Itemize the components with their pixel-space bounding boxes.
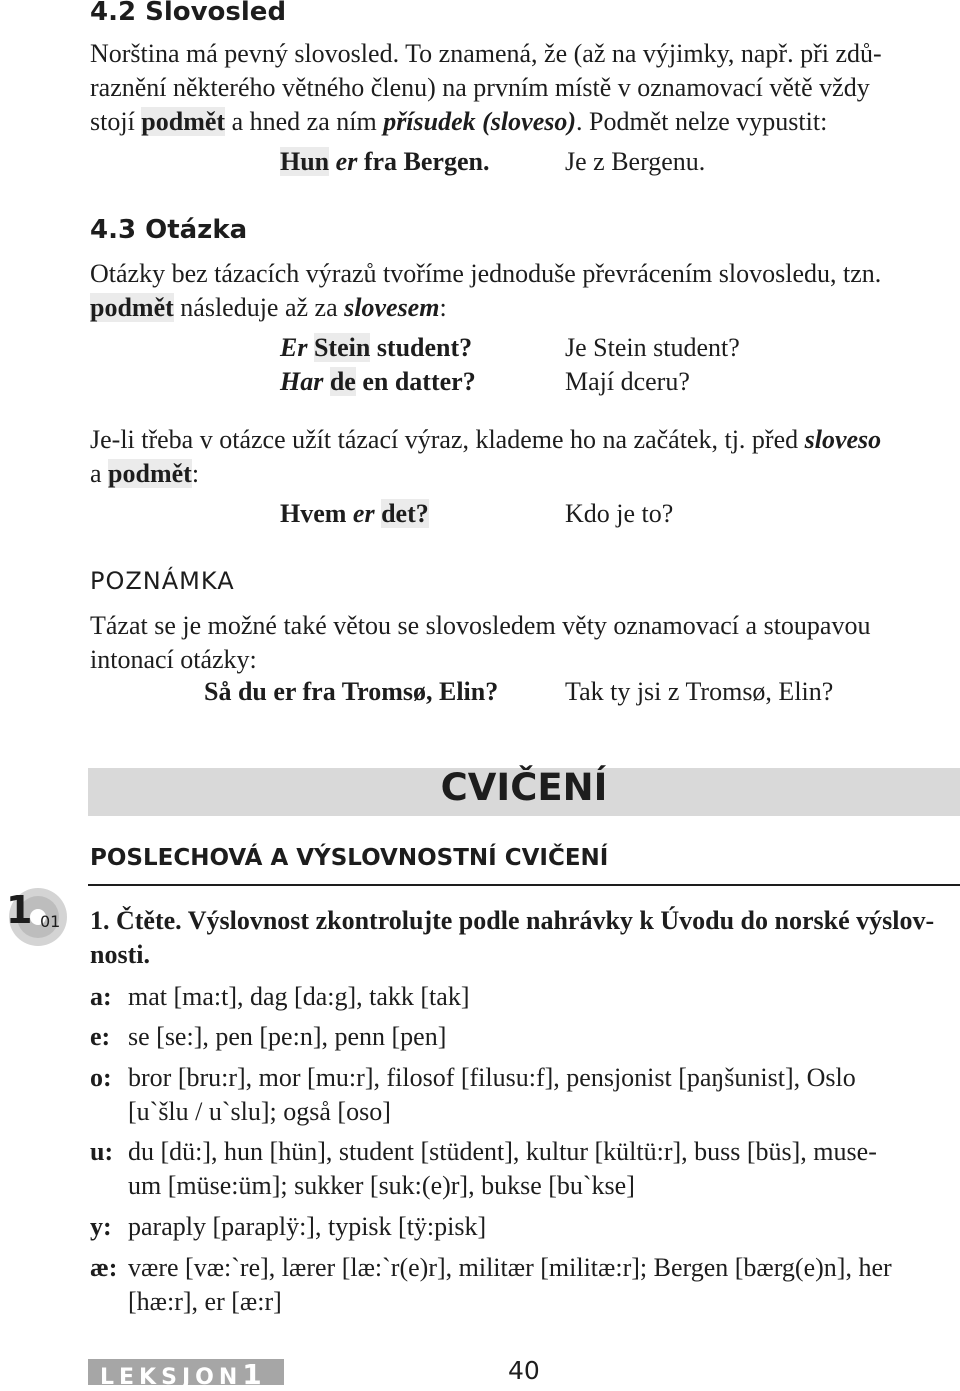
row-line: være [væ:`re], lærer [læ:`r(e)r], militær [militæ:r]; Bergen [bærg(e)n], her <box>128 1253 892 1282</box>
example-question <box>280 367 476 397</box>
row-line: paraply [paraplÿ:], typisk [tÿ:pisk] <box>128 1212 487 1241</box>
ex-question-word: Hvem <box>280 499 347 528</box>
paragraph-line: Tázat se je možné také větou se slovosledem věty oznamovací a stoupavou <box>90 611 871 640</box>
example-translation: Je Stein student? <box>565 333 740 362</box>
row-line: du [dü:], hun [hün], student [stüdent], kultur [kültü:r], buss [büs], muse- <box>128 1137 877 1166</box>
term-podmet: podmět <box>141 107 226 136</box>
row-line: bror [bru:r], mor [mu:r], filosof [filusu:f], pensjonist [paŋšunist], Oslo <box>128 1063 856 1092</box>
paragraph-line: raznění některého větného členu) na prvním místě v oznamovací větě vždy <box>90 73 870 102</box>
row-label: æ: <box>90 1253 118 1282</box>
example-question <box>280 499 429 529</box>
row-line: mat [ma:t], dag [da:g], takk [tak] <box>128 982 470 1011</box>
lesson-label: LEKSJON <box>100 1365 243 1390</box>
text: : <box>191 459 200 488</box>
row-text <box>128 1210 960 1244</box>
term-podmet: podmět <box>90 293 174 322</box>
row-line: [hæ:r], er [æ:r] <box>128 1287 282 1316</box>
row-label: e: <box>90 1022 111 1051</box>
example-sentence: Så du er fra Tromsø, Elin? <box>204 677 499 706</box>
divider <box>88 884 960 886</box>
text: : <box>439 293 447 322</box>
ex-rest: student? <box>376 333 473 362</box>
audio-track-number: 01 <box>40 912 61 931</box>
paragraph-line <box>90 457 960 491</box>
paragraph-line: Norština má pevný slovosled. To znamená, že (až na výjimky, např. při zdů- <box>90 39 882 68</box>
ex-subject: det? <box>381 499 429 528</box>
paragraph-line <box>90 291 960 325</box>
text: Je-li třeba v otázce užít tázací výraz, klademe ho na začátek, tj. před <box>90 425 805 454</box>
row-text <box>128 1061 960 1129</box>
text: . Podmět nelze vypustit: <box>576 107 828 136</box>
ex-verb: Har <box>280 367 324 396</box>
exercise-subheading: POSLECHOVÁ A VÝSLOVNOSTNÍ CVIČENÍ <box>90 845 609 871</box>
page-number: 40 <box>508 1356 540 1385</box>
section-heading-4-3: 4.3 Otázka <box>90 215 248 245</box>
row-text <box>128 1020 960 1054</box>
example-sentence <box>280 147 489 177</box>
audio-cd-number: 1 <box>6 888 33 932</box>
ex-subject: Stein <box>313 333 371 362</box>
row-text <box>128 1251 960 1319</box>
row-line: [u`šlu / u`slu]; også [oso] <box>128 1097 391 1126</box>
task-text: Výslovnost zkontrolujte podle nahrávky k Úvodu do norské výslov- <box>181 906 935 935</box>
task-line: nosti. <box>90 940 150 969</box>
ex-rest: en datter? <box>362 367 476 396</box>
section-heading-4-2: 4.2 Slovosled <box>90 0 287 27</box>
ex-verb: er <box>352 499 375 528</box>
example-translation: Je z Bergenu. <box>565 147 706 176</box>
text: stojí <box>90 107 142 136</box>
example-translation: Kdo je to? <box>565 499 674 528</box>
paragraph-line: Otázky bez tázacích výrazů tvoříme jednoduše převrácením slovosledu, tzn. <box>90 259 882 288</box>
term-podmet: podmět <box>108 459 192 488</box>
lesson-footer-label <box>100 1358 262 1391</box>
lesson-number: 1 <box>242 1358 262 1391</box>
text: a <box>90 459 109 488</box>
audio-track-icon[interactable] <box>0 884 72 946</box>
example-question <box>280 333 472 363</box>
row-text <box>128 1135 960 1203</box>
paragraph-line <box>90 105 960 139</box>
row-line: se [se:], pen [pe:n], penn [pen] <box>128 1022 447 1051</box>
ex-subject: de <box>329 367 356 396</box>
ex-verb: Er <box>280 333 308 362</box>
note-heading: POZNÁMKA <box>90 567 235 595</box>
row-label: u: <box>90 1137 114 1166</box>
exercise-banner-title: CVIČENÍ <box>440 766 608 809</box>
ex-subject: Hun <box>280 147 330 176</box>
row-label: y: <box>90 1212 112 1241</box>
task-title: Čtěte. <box>116 906 182 935</box>
term-prisudek: přísudek (sloveso) <box>383 107 577 136</box>
example-translation: Tak ty jsi z Tromsø, Elin? <box>565 677 834 706</box>
task-line <box>90 904 960 938</box>
example-translation: Mají dceru? <box>565 367 690 396</box>
task-number: 1. <box>90 906 110 935</box>
term-slovesem: slovesem <box>344 293 440 322</box>
term-sloveso: sloveso <box>804 425 882 454</box>
row-label: a: <box>90 982 112 1011</box>
row-line: um [müse:üm]; sukker [suk:(e)r], bukse [bu`kse] <box>128 1171 635 1200</box>
paragraph-line: intonací otázky: <box>90 645 257 674</box>
text: následuje až za <box>173 293 345 322</box>
row-text <box>128 980 960 1014</box>
ex-verb: er <box>335 147 358 176</box>
row-label: o: <box>90 1063 112 1092</box>
text: a hned za ním <box>225 107 384 136</box>
ex-rest: fra Bergen. <box>363 147 490 176</box>
paragraph-line <box>90 423 960 457</box>
